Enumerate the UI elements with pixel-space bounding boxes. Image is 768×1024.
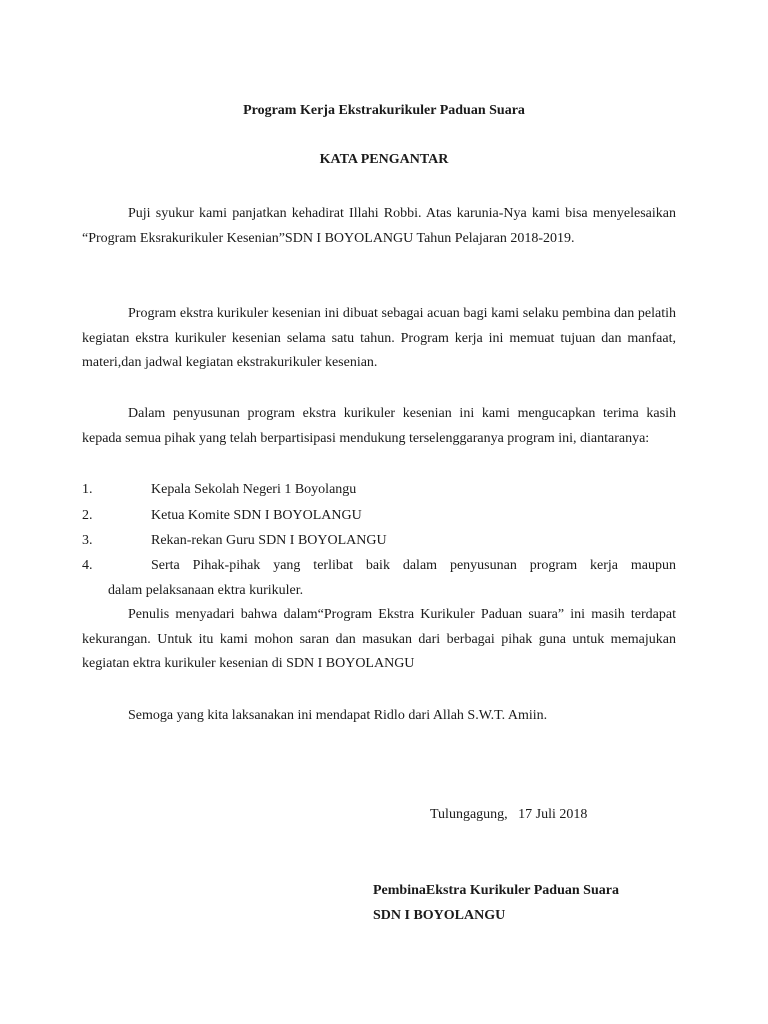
list-number: 2.: [82, 508, 93, 523]
place-date: Tulungagung, 17 Juli 2018: [430, 807, 588, 822]
signature-title: PembinaEkstra Kurikuler Paduan Suara: [373, 883, 619, 898]
paragraph-thanks: Dalam penyusunan program ekstra kurikuler kesenian ini kami mengucapkan terima kasih kepada semua pihak yang telah berpartisipasi mendukung terselenggaranya program ini, diantaranya:: [82, 406, 676, 446]
document-title: Program Kerja Ekstrakurikuler Paduan Suara: [243, 103, 525, 118]
paragraph-purpose: Program ekstra kurikuler kesenian ini dibuat sebagai acuan bagi kami selaku pembina dan pelatih kegiatan ekstra kurikuler kesenian selama satu tahun. Program kerja ini memuat tujuan dan manfaat, materi,dan jadwal kegiatan ekstrakurikuler kesenian.: [82, 306, 676, 370]
list-text: Serta Pihak-pihak yang terlibat baik dalam penyusunan program kerja maupun: [151, 558, 676, 573]
list-continuation: dalam pelaksanaan ektra kurikuler.: [108, 583, 304, 598]
section-heading: KATA PENGANTAR: [319, 152, 449, 167]
paragraph-closing: Semoga yang kita laksanakan ini mendapat Ridlo dari Allah S.W.T. Amiin.: [128, 708, 548, 723]
signature-school: SDN I BOYOLANGU: [373, 908, 506, 923]
list-number: 3.: [82, 533, 93, 548]
paragraph-acknowledgement: Penulis menyadari bahwa dalam“Program Ekstra Kurikuler Paduan suara” ini masih terdapat kekurangan. Untuk itu kami mohon saran dan masukan dari berbagai pihak guna untuk memajukan kegiatan ektra kurikuler kesenian di SDN I BOYOLANGU: [82, 607, 676, 671]
paragraph-opening: Puji syukur kami panjatkan kehadirat Illahi Robbi. Atas karunia-Nya kami bisa menyelesaikan “Program Eksrakurikuler Kesenian”SDN I BOYOLANGU Tahun Pelajaran 2018-2019.: [82, 206, 676, 246]
list-number: 1.: [82, 482, 93, 497]
list-text: Ketua Komite SDN I BOYOLANGU: [151, 508, 362, 523]
list-number: 4.: [82, 558, 93, 573]
list-text: Kepala Sekolah Negeri 1 Boyolangu: [151, 482, 357, 497]
list-text: Rekan-rekan Guru SDN I BOYOLANGU: [151, 533, 387, 548]
